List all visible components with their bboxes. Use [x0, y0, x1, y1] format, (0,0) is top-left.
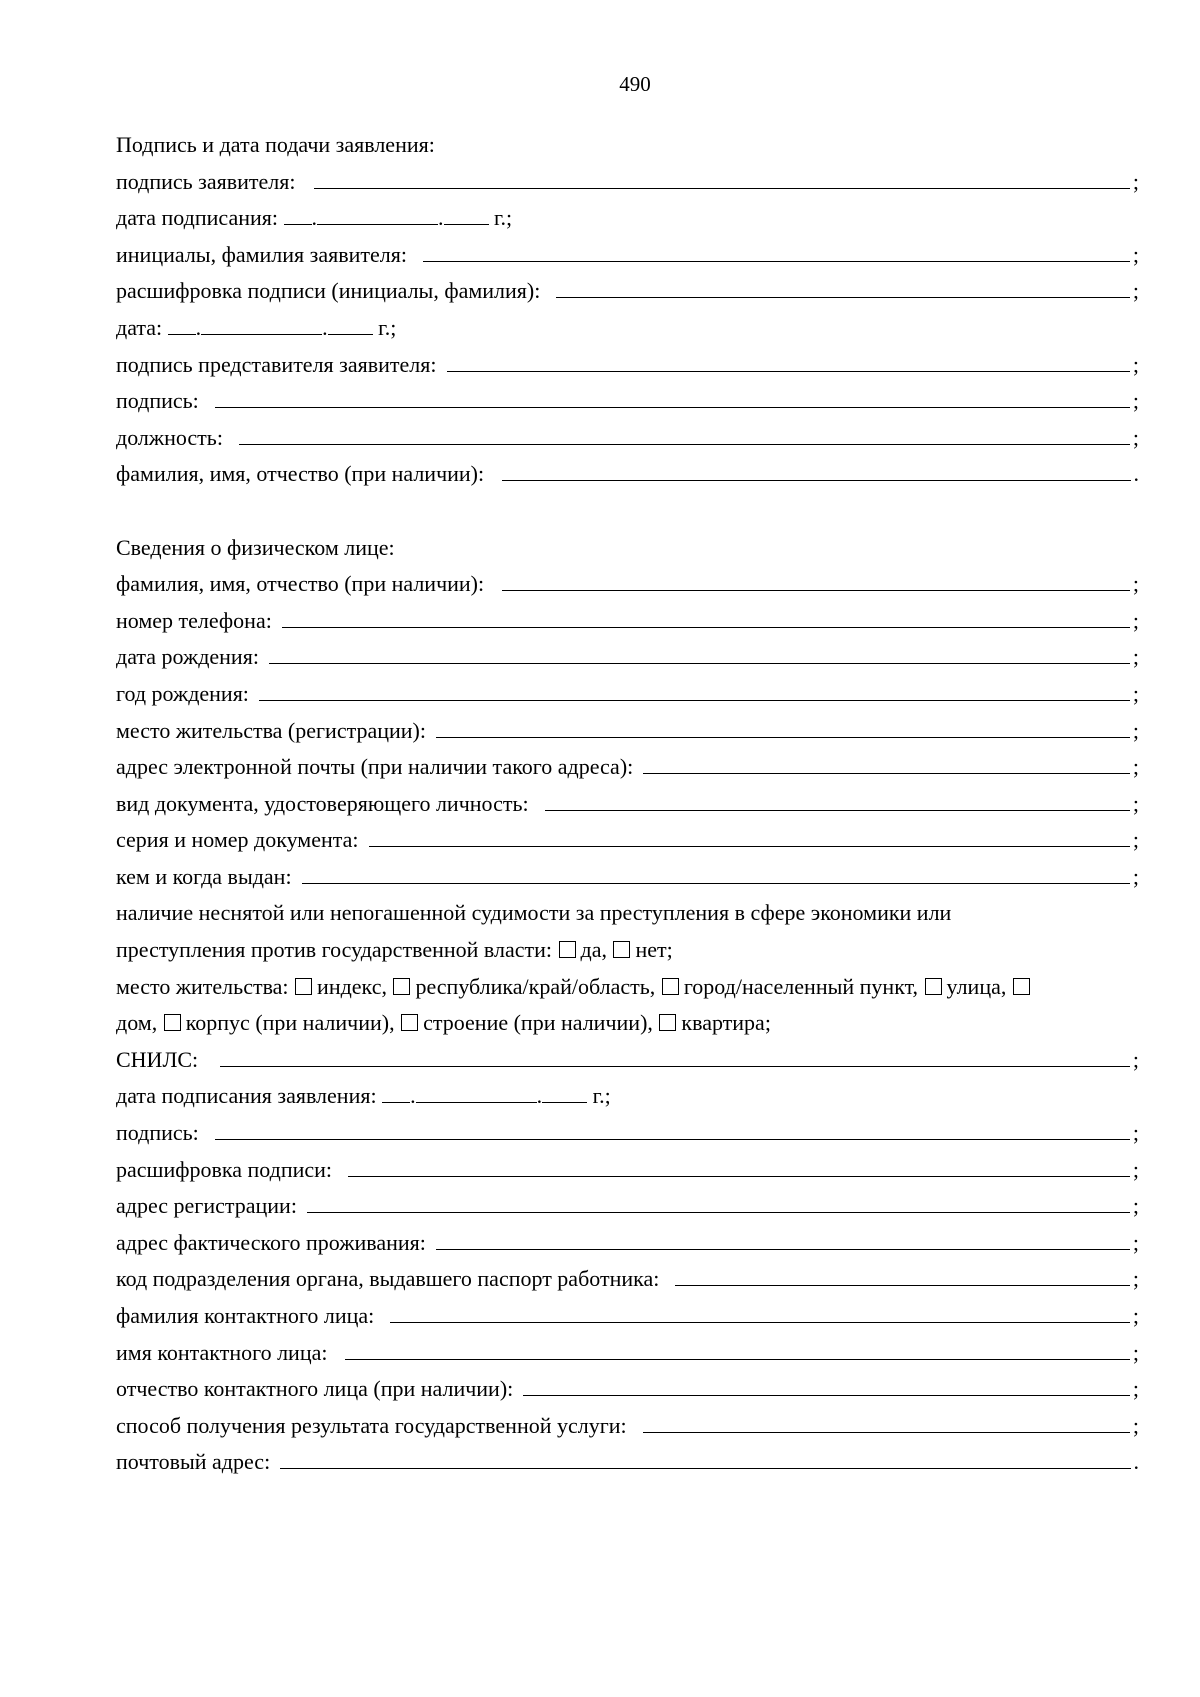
checkbox-structure[interactable] — [401, 1014, 418, 1031]
form-body — [116, 127, 1139, 1481]
semicolon: ; — [1132, 571, 1139, 597]
semicolon: ; — [1132, 754, 1139, 780]
full-name-field[interactable] — [502, 457, 1130, 481]
residence-row — [116, 713, 1139, 750]
phone-label: номер телефона: — [116, 607, 272, 633]
postal-address-row — [116, 1444, 1139, 1481]
contact-first-name-label: имя контактного лица: — [116, 1339, 328, 1365]
city-label: город/населенный пункт, — [683, 973, 919, 999]
signature-transcript-label: расшифровка подписи (инициалы, фамилия): — [116, 278, 541, 304]
semicolon: ; — [1132, 351, 1139, 377]
applicant-signature-row — [116, 164, 1139, 201]
contact-last-name-field[interactable] — [390, 1299, 1130, 1323]
postal-address-label: почтовый адрес: — [116, 1449, 271, 1475]
conviction-text-line1: наличие неснятой или непогашенной судимости за преступления в сфере экономики или — [116, 900, 952, 926]
applicant-signature-field[interactable] — [314, 165, 1130, 189]
semicolon: ; — [1132, 680, 1139, 706]
contact-first-name-row — [116, 1335, 1139, 1372]
region-label: республика/край/область, — [415, 973, 656, 999]
house-label: дом, — [116, 1010, 158, 1036]
applicant-signature-label: подпись заявителя: — [116, 168, 296, 194]
semicolon: ; — [1132, 644, 1139, 670]
year-suffix: г.; — [378, 314, 397, 340]
residence-parts-label: место жительства: — [116, 973, 289, 999]
doc-series-number-label: серия и номер документа: — [116, 827, 359, 853]
semicolon: ; — [1132, 388, 1139, 414]
actual-address-field[interactable] — [436, 1226, 1130, 1250]
signature-label: подпись: — [116, 388, 199, 414]
birth-year-label: год рождения: — [116, 680, 249, 706]
conviction-text-line2: преступления против государственной власти: — [116, 937, 553, 963]
semicolon: ; — [1132, 717, 1139, 743]
person-signature-field[interactable] — [215, 1116, 1130, 1140]
birth-date-label: дата рождения: — [116, 644, 259, 670]
semicolon: ; — [1132, 827, 1139, 853]
full-name-label: фамилия, имя, отчество (при наличии): — [116, 461, 485, 487]
representative-signature-field[interactable] — [447, 348, 1130, 372]
sign-date-row — [116, 200, 1139, 237]
person-full-name-field[interactable] — [502, 567, 1130, 591]
semicolon: ; — [1132, 863, 1139, 889]
semicolon: ; — [1132, 1046, 1139, 1072]
checkbox-apartment[interactable] — [659, 1014, 676, 1031]
person-full-name-row — [116, 566, 1139, 603]
index-label: индекс, — [317, 973, 387, 999]
snils-row — [116, 1042, 1139, 1079]
semicolon: ; — [1132, 607, 1139, 633]
date-label: дата: — [116, 314, 163, 340]
full-name-row — [116, 456, 1139, 493]
contact-last-name-row — [116, 1298, 1139, 1335]
residence-label: место жительства (регистрации): — [116, 717, 426, 743]
registration-address-row — [116, 1188, 1139, 1225]
id-doc-type-label: вид документа, удостоверяющего личность: — [116, 790, 529, 816]
day-field[interactable] — [168, 312, 196, 335]
contact-patronymic-label: отчество контактного лица (при наличии): — [116, 1376, 514, 1402]
checkbox-yes[interactable] — [559, 941, 576, 958]
representative-signature-row — [116, 347, 1139, 384]
person-signature-transcript-row — [116, 1152, 1139, 1189]
signature-field[interactable] — [215, 384, 1130, 408]
contact-patronymic-field[interactable] — [523, 1372, 1130, 1396]
person-full-name-label: фамилия, имя, отчество (при наличии): — [116, 571, 485, 597]
dot: . — [536, 1083, 543, 1109]
apartment-label: квартира; — [681, 1010, 771, 1036]
doc-series-number-field[interactable] — [369, 823, 1130, 847]
period: . — [1133, 1449, 1139, 1475]
position-field[interactable] — [239, 421, 1130, 445]
id-doc-type-field[interactable] — [545, 787, 1130, 811]
person-signature-transcript-label: расшифровка подписи: — [116, 1156, 333, 1182]
year-suffix: г.; — [494, 205, 513, 231]
actual-address-row — [116, 1225, 1139, 1262]
dot: . — [311, 205, 317, 231]
phone-row — [116, 603, 1139, 640]
signature-section-heading: Подпись и дата подачи заявления: — [116, 132, 435, 157]
applicant-name-label: инициалы, фамилия заявителя: — [116, 241, 407, 267]
year-field[interactable] — [542, 1080, 587, 1103]
year-field[interactable] — [444, 202, 489, 225]
dot: . — [322, 314, 328, 340]
person-signature-transcript-field[interactable] — [348, 1153, 1130, 1177]
yes-label: да, — [580, 937, 607, 963]
result-method-field[interactable] — [643, 1409, 1130, 1433]
person-section-heading: Сведения о физическом лице: — [116, 534, 395, 560]
dot: . — [438, 205, 444, 231]
signature-transcript-row — [116, 273, 1139, 310]
issued-by-field[interactable] — [302, 860, 1130, 884]
period: . — [1133, 461, 1139, 487]
phone-field[interactable] — [282, 604, 1130, 628]
date-row — [116, 310, 1139, 347]
birth-year-row — [116, 676, 1139, 713]
person-signature-label: подпись: — [116, 1120, 199, 1146]
postal-address-field[interactable] — [280, 1445, 1130, 1469]
no-label: нет; — [635, 937, 673, 963]
checkbox-street[interactable] — [925, 978, 942, 995]
year-suffix: г.; — [592, 1083, 611, 1109]
dot: . — [410, 1083, 416, 1109]
issued-by-label: кем и когда выдан: — [116, 863, 292, 889]
dot: . — [195, 314, 202, 340]
semicolon: ; — [1132, 278, 1139, 304]
applicant-name-field[interactable] — [423, 238, 1130, 262]
position-row — [116, 420, 1139, 457]
semicolon: ; — [1132, 1156, 1139, 1182]
checkbox-house[interactable] — [1013, 978, 1030, 995]
representative-signature-label: подпись представителя заявителя: — [116, 351, 437, 377]
contact-first-name-field[interactable] — [345, 1336, 1129, 1360]
email-label: адрес электронной почты (при наличии такого адреса): — [116, 754, 634, 780]
checkbox-index[interactable] — [295, 978, 312, 995]
semicolon: ; — [1132, 168, 1139, 194]
contact-patronymic-row — [116, 1371, 1139, 1408]
snils-field[interactable] — [220, 1043, 1130, 1067]
semicolon: ; — [1132, 1266, 1139, 1292]
id-doc-type-row — [116, 786, 1139, 823]
building-label: корпус (при наличии), — [185, 1010, 395, 1036]
birth-date-field[interactable] — [269, 640, 1130, 664]
birth-date-row — [116, 639, 1139, 676]
checkbox-no[interactable] — [613, 941, 630, 958]
semicolon: ; — [1132, 1412, 1139, 1438]
actual-address-label: адрес фактического проживания: — [116, 1229, 426, 1255]
semicolon: ; — [1132, 241, 1139, 267]
year-field[interactable] — [328, 312, 373, 335]
sign-date-label: дата подписания: — [116, 205, 278, 231]
street-label: улица, — [946, 973, 1007, 999]
day-field[interactable] — [284, 202, 312, 225]
semicolon: ; — [1132, 1303, 1139, 1328]
conviction-row — [116, 932, 1139, 969]
residence-parts-row — [116, 969, 1139, 1006]
registration-address-field[interactable] — [307, 1189, 1130, 1213]
email-field[interactable] — [643, 750, 1130, 774]
doc-series-number-row — [116, 822, 1139, 859]
month-field[interactable] — [317, 202, 438, 225]
result-method-row — [116, 1408, 1139, 1445]
page-number: 490 — [619, 72, 651, 96]
result-method-label: способ получения результата государственной услуги: — [116, 1412, 627, 1438]
checkbox-building[interactable] — [164, 1014, 181, 1031]
email-row — [116, 749, 1139, 786]
structure-label: строение (при наличии), — [423, 1010, 653, 1036]
day-field[interactable] — [382, 1080, 410, 1103]
semicolon: ; — [1132, 1120, 1139, 1146]
snils-label: СНИЛС: — [116, 1046, 199, 1072]
registration-address-label: адрес регистрации: — [116, 1193, 297, 1219]
issued-by-row — [116, 859, 1139, 896]
semicolon: ; — [1132, 1193, 1139, 1219]
month-field[interactable] — [201, 312, 322, 335]
application-sign-date-label: дата подписания заявления: — [116, 1083, 377, 1109]
semicolon: ; — [1132, 1376, 1139, 1402]
residence-field[interactable] — [436, 714, 1130, 738]
semicolon: ; — [1132, 1229, 1139, 1255]
signature-transcript-field[interactable] — [556, 274, 1130, 298]
semicolon: ; — [1132, 790, 1139, 816]
person-signature-row — [116, 1115, 1139, 1152]
month-field[interactable] — [416, 1080, 537, 1103]
passport-division-code-row — [116, 1261, 1139, 1298]
semicolon: ; — [1132, 424, 1139, 450]
residence-parts-row2 — [116, 1005, 1139, 1042]
checkbox-city[interactable] — [662, 978, 679, 995]
position-label: должность: — [116, 424, 223, 450]
contact-last-name-label: фамилия контактного лица: — [116, 1303, 375, 1328]
passport-division-code-label: код подразделения органа, выдавшего паспорт работника: — [116, 1266, 660, 1292]
application-sign-date-row — [116, 1078, 1139, 1115]
passport-division-code-field[interactable] — [675, 1262, 1130, 1286]
checkbox-region[interactable] — [393, 978, 410, 995]
applicant-name-row — [116, 237, 1139, 274]
signature-row — [116, 383, 1139, 420]
semicolon: ; — [1132, 1339, 1139, 1365]
section-spacer — [116, 493, 1139, 530]
birth-year-field[interactable] — [259, 677, 1130, 701]
